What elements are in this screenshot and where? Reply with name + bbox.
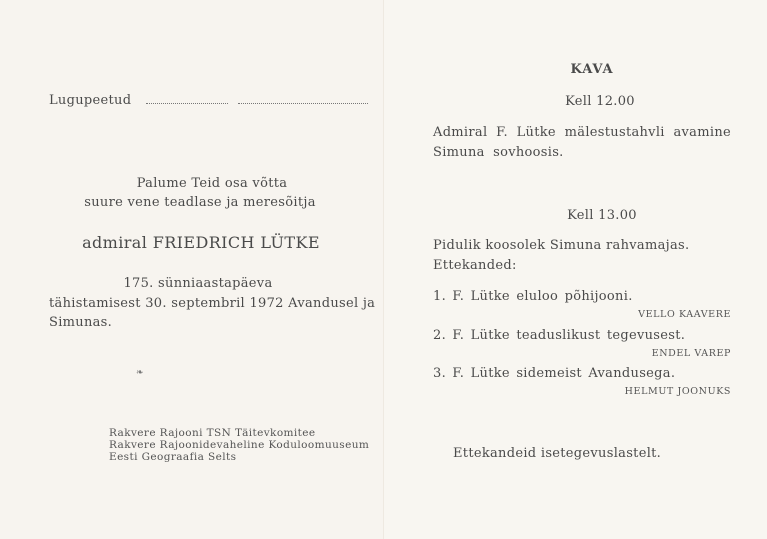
time-1: Kell 12.00 — [565, 94, 635, 109]
program-heading: KAVA — [570, 62, 614, 77]
event-1-line-2: Simuna sovhoosis. — [433, 145, 564, 160]
name-dotted-line — [146, 102, 228, 104]
invitation-line-1: Palume Teid osa võtta — [136, 176, 288, 191]
event-1-word: F. — [496, 125, 508, 140]
anniversary-line-2: tähistamisest 30. septembril 1972 Avandusel ja — [49, 296, 376, 311]
talk-3-title: 3. F. Lütke sidemeist Avandusega. — [433, 366, 676, 381]
event-1-word: Admiral — [433, 125, 488, 140]
organizer-3: Eesti Geograafia Selts — [109, 451, 237, 463]
closing-note: Ettekandeid isetegevuslastelt. — [453, 446, 662, 461]
organizer-2: Rakvere Rajoonidevaheline Koduloomuuseum — [109, 439, 370, 451]
event-1-line-1 — [433, 125, 731, 140]
event-1-word: Lütke — [516, 125, 556, 140]
invitation-line-2: suure vene teadlase ja meresõitja — [84, 195, 316, 210]
event-1-word: mälestustahvli — [564, 125, 665, 140]
right-page — [384, 0, 767, 539]
invitee-label: Lugupeetud — [49, 93, 132, 108]
anniversary-line-1: 175. sünniaastapäeva — [123, 276, 273, 291]
ornament-icon: ❧ — [136, 368, 144, 378]
event-2-line-1: Pidulik koosolek Simuna rahvamajas. — [433, 238, 690, 253]
name-dotted-line-2 — [238, 102, 368, 104]
talk-2-speaker: ENDEL VAREP — [651, 348, 731, 359]
invitee-line — [49, 93, 368, 108]
talk-1-title: 1. F. Lütke eluloo põhijooni. — [433, 289, 633, 304]
honoree-name: admiral FRIEDRICH LÜTKE — [82, 233, 320, 252]
talk-2-title: 2. F. Lütke teaduslikust tegevusest. — [433, 328, 686, 343]
talk-3-speaker: HELMUT JOONUKS — [624, 386, 731, 397]
organizer-1: Rakvere Rajooni TSN Täitevkomitee — [109, 427, 316, 439]
anniversary-line-3: Simunas. — [49, 315, 113, 330]
event-1-word: avamine — [673, 125, 731, 140]
time-2: Kell 13.00 — [567, 208, 637, 223]
event-2-line-2: Ettekanded: — [433, 258, 517, 273]
talk-1-speaker: VELLO KAAVERE — [638, 309, 731, 320]
